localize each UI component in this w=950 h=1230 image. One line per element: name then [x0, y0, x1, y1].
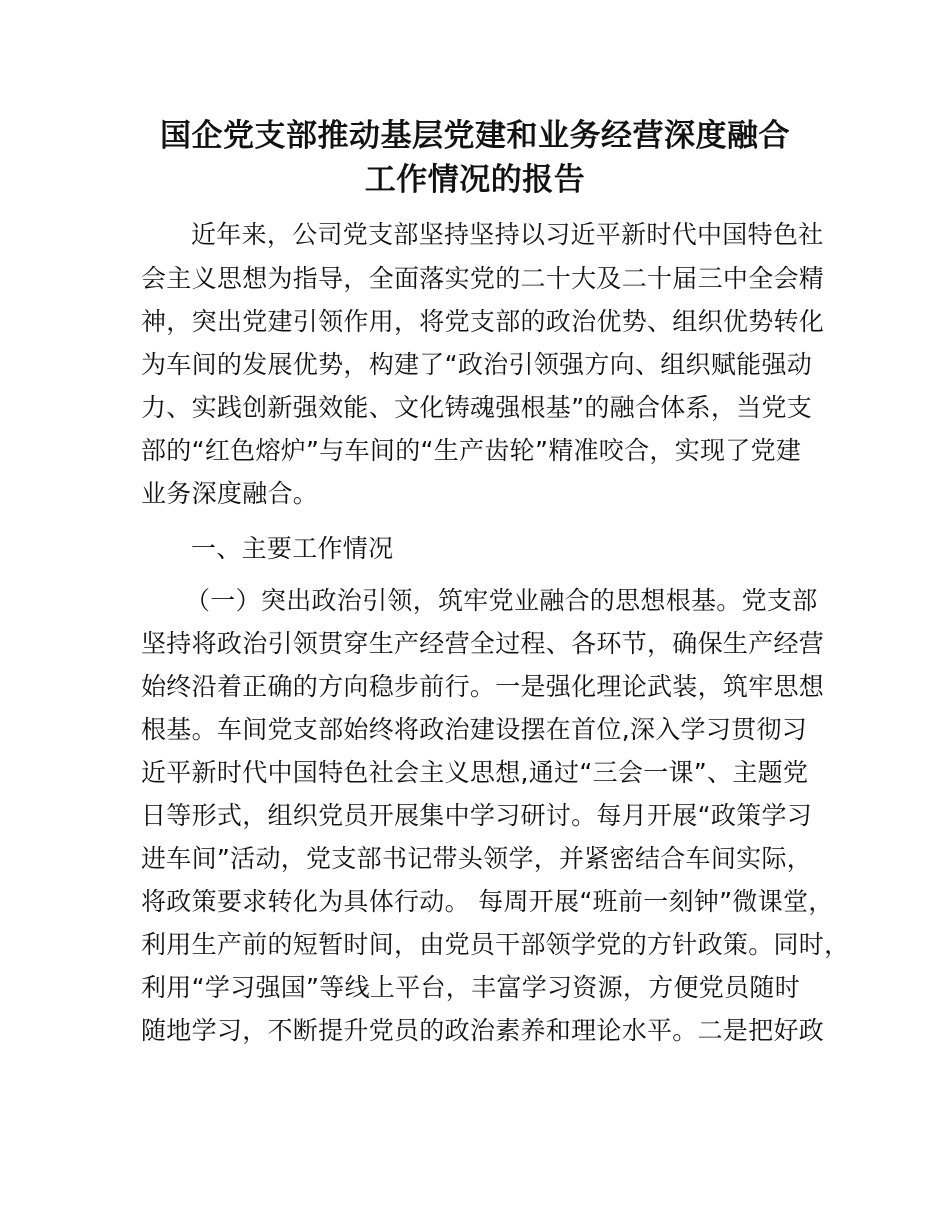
paragraph-line: 利用“学习强国”等线上平台，丰富学习资源，方便党员随时 [141, 973, 801, 1002]
document-title-line-1: 国企党支部推动基层党建和业务经营深度融合 [160, 118, 790, 154]
paragraph-line: （一）突出政治引领，筑牢党业融合的思想根基。党支部 [185, 586, 818, 615]
paragraph-line: 利用生产前的短暂时间，由党员干部领学党的方针政策。同时， [141, 930, 850, 959]
paragraph-line: 坚持将政治引领贯穿生产经营全过程、各环节，确保生产经营 [141, 629, 825, 658]
paragraph-line: 近年来，公司党支部坚持坚持以习近平新时代中国特色社 [191, 220, 824, 249]
document-title-line-2: 工作情况的报告 [364, 162, 586, 198]
paragraph-line: 随地学习，不断提升党员的政治素养和理论水平。二是把好政 [141, 1016, 825, 1045]
paragraph-line: 将政策要求转化为具体行动。 每周开展“班前一刻钟”微课堂， [141, 887, 834, 916]
paragraph-line: 部的“红色熔炉”与车间的“生产齿轮”精准咬合，实现了党建 [141, 436, 802, 465]
section-heading: 一、主要工作情况 [191, 534, 394, 563]
paragraph-line: 始终沿着正确的方向稳步前行。一是强化理论武装，筑牢思想 [141, 672, 825, 701]
paragraph-line: 会主义思想为指导，全面落实党的二十大及二十届三中全会精 [141, 264, 825, 293]
paragraph-line: 业务深度融合。 [141, 479, 319, 508]
paragraph-line: 近平新时代中国特色社会主义思想,通过“三会一课”、主题党 [141, 758, 809, 787]
paragraph-line: 为车间的发展优势，构建了“政治引领强方向、组织赋能强动 [141, 350, 813, 379]
paragraph-line: 力、实践创新强效能、文化铸魂强根基”的融合体系，当党支 [141, 393, 813, 422]
paragraph-line: 日等形式，组织党员开展集中学习研讨。每月开展“政策学习 [141, 801, 813, 830]
paragraph-line: 进车间”活动，党支部书记带头领学，并紧密结合车间实际， [141, 844, 813, 873]
paragraph-line: 根基。车间党支部始终将政治建设摆在首位,深入学习贯彻习 [141, 715, 808, 744]
paragraph-line: 神，突出党建引领作用，将党支部的政治优势、组织优势转化 [141, 307, 825, 336]
